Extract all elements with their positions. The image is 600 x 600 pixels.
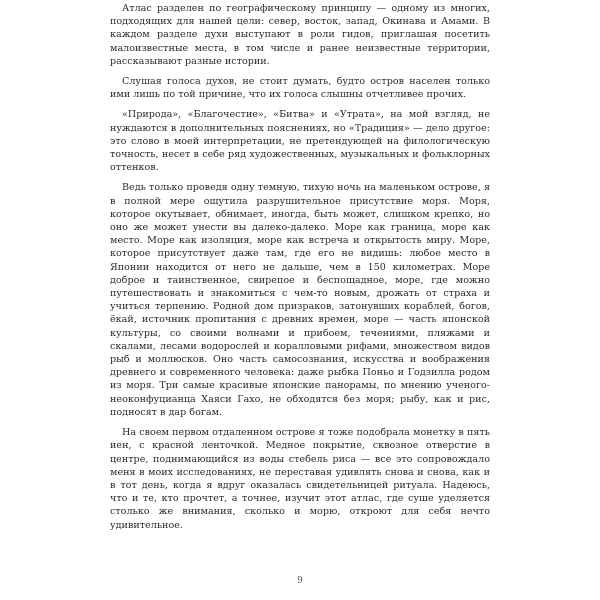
paragraph-3: «Природа», «Благочестие», «Битва» и «Утрата», на мой взгляд, не нуждаются в дополнительных пояснениях, но «Традиция» — дело другое: это слово в моей интерпретации, не претендующей на филологическую точность, несет в себе ряд художественных, музыкальных и фольклорных оттенков. xyxy=(110,109,490,174)
paragraph-5: На своем первом отдаленном острове я тоже подобрала монетку в пять иен, с красной ленточкой. Медное покрытие, сквозное отверстие в центре, поднимающийся из воды стебель риса — все это сопровождало меня в моих исследованиях, не переставая удивлять снова и снова, как и в тот день, когда я вдруг оказалась свидетельницей ритуала. Надеюсь, что и те, кто прочтет, а точнее, изучит этот атлас, где суше уделяется столько же внимания, сколько и морю, откроют для себя нечто удивительное. xyxy=(110,427,490,531)
paragraph-1: Атлас разделен по географическому принципу — одному из многих, подходящих для нашей цели: север, восток, запад, Окинава и Амами. В каждом разделе духи выступают в роли гидов, приглашая посетить малоизвестные места, в том числе и ранее неизвестные территории, рассказывают разные истории. xyxy=(110,3,490,67)
page-number: 9 xyxy=(297,576,303,586)
paragraph-4: Ведь только проведя одну темную, тихую ночь на маленьком острове, я в полной мере ощутила разрушительное присутствие моря. Моря, которое окутывает, обнимает, иногда, быть может, слишком крепко, но оно же может унести вы далеко-далеко. Море как граница, море как место. Море как изоляция, море как встреча и открытость миру. Море, которое присутствует даже там, где его не видишь: любое место в Японии находится от него не дальше, чем в 150 километрах. Море доброе и таинственное, свирепое и беспощадное, море, где можно путешествовать и знакомиться с чем-то новым, дрожать от страха и учиться терпению. Родной дом призраков, затонувших кораблей, богов, ёкай, источник пропитания с древних времен, море — часть японской культуры, со своими волнами и прибоем, течениями, пляжами и скалами, лесами водорослей и коралловыми рифами, множеством видов рыб и моллюсков. Оно часть самосознания, искусства и воображения древнего и современного человека: даже рыбка Поньо и Годзилла родом из моря. Три самые красивые японские панорамы, по мнению ученого-неоконфуцианца Хаяси Гахо, не обходятся без моря; рыбу, как и рис, подносят в дар богам. xyxy=(110,182,490,418)
body-text xyxy=(110,2,490,532)
paragraph-2: Слушая голоса духов, не стоит думать, будто остров населен только ими лишь по той причине, что их голоса слышны отчетливее прочих. xyxy=(110,76,490,101)
